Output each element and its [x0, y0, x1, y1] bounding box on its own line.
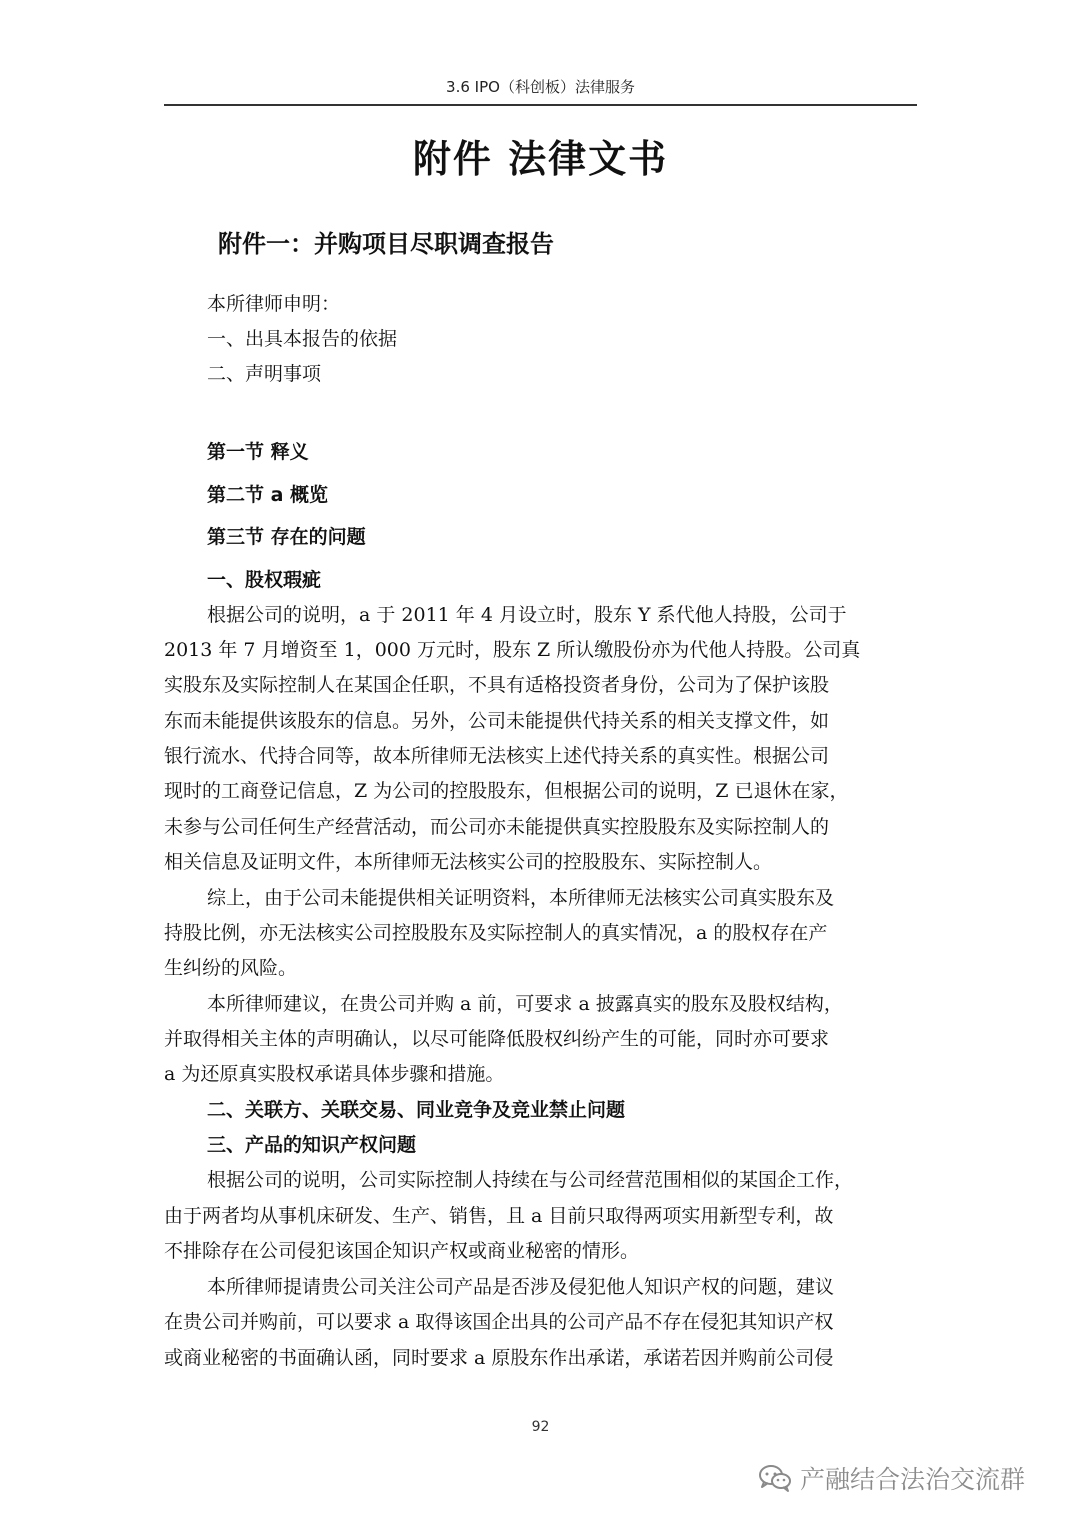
issue-heading: 二、关联方、关联交易、同业竞争及竞业禁止问题 [207, 1099, 626, 1121]
paragraph-line: 实股东及实际控制人在某国企任职，不具有适格投资者身份，公司为了保护该股 [164, 674, 830, 696]
running-header: 3.6 IPO（科创板）法律服务 [446, 78, 635, 96]
paragraph-line: 相关信息及证明文件，本所律师无法核实公司的控股股东、实际控制人。 [164, 851, 773, 873]
section-heading: 第二节 a 概览 [207, 484, 329, 506]
page-number: 92 [531, 1419, 550, 1435]
paragraph-line: 现时的工商登记信息，Z 为公司的控股股东，但根据公司的说明，Z 已退休在家， [164, 780, 849, 802]
paragraph-line: 东而未能提供该股东的信息。另外，公司未能提供代持关系的相关支撑文件，如 [164, 710, 830, 732]
wechat-icon [758, 1463, 792, 1493]
watermark [758, 1458, 1025, 1498]
paragraph-line: 由于两者均从事机床研发、生产、销售，且 a 目前只取得两项实用新型专利，故 [164, 1205, 834, 1227]
paragraph-line: 本所律师建议，在贵公司并购 a 前，可要求 a 披露真实的股东及股权结构， [207, 993, 843, 1015]
paragraph-line: 2013 年 7 月增资至 1，000 万元时，股东 Z 所认缴股份亦为代他人持股。公司真 [164, 639, 861, 661]
declaration-heading: 本所律师申明： [207, 293, 341, 315]
paragraph-line: 银行流水、代持合同等，故本所律师无法核实上述代持关系的真实性。根据公司 [164, 745, 830, 767]
document-subtitle: 附件一：并购项目尽职调查报告 [218, 230, 554, 258]
declaration-item: 二、声明事项 [207, 363, 322, 385]
paragraph-line: 或商业秘密的书面确认函，同时要求 a 原股东作出承诺，承诺若因并购前公司侵 [164, 1347, 834, 1369]
paragraph-line: 生纠纷的风险。 [164, 957, 298, 979]
paragraph-line: 根据公司的说明，公司实际控制人持续在与公司经营范围相似的某国企工作， [207, 1169, 854, 1191]
paragraph-line: 根据公司的说明，a 于 2011 年 4 月设立时，股东 Y 系代他人持股，公司于 [207, 604, 847, 626]
paragraph-line: 在贵公司并购前，可以要求 a 取得该国企出具的公司产品不存在侵犯其知识产权 [164, 1311, 834, 1333]
header-divider [164, 104, 917, 106]
declaration-item: 一、出具本报告的依据 [207, 328, 398, 350]
paragraph-line: a 为还原真实股权承诺具体步骤和措施。 [164, 1063, 505, 1085]
paragraph-line: 本所律师提请贵公司关注公司产品是否涉及侵犯他人知识产权的问题，建议 [207, 1276, 835, 1298]
section-heading: 第三节 存在的问题 [207, 526, 366, 548]
issue-heading: 三、产品的知识产权问题 [207, 1134, 417, 1156]
document-title: 附件 法律文书 [412, 137, 669, 181]
issue-heading: 一、股权瑕疵 [207, 569, 322, 591]
paragraph-line: 不排除存在公司侵犯该国企知识产权或商业秘密的情形。 [164, 1240, 640, 1262]
paragraph-line: 未参与公司任何生产经营活动，而公司亦未能提供真实控股股东及实际控制人的 [164, 816, 830, 838]
paragraph-line: 并取得相关主体的声明确认，以尽可能降低股权纠纷产生的可能，同时亦可要求 [164, 1028, 830, 1050]
paragraph-line: 综上，由于公司未能提供相关证明资料，本所律师无法核实公司真实股东及 [207, 887, 835, 909]
section-heading: 第一节 释义 [207, 441, 309, 463]
watermark-text: 产融结合法治交流群 [800, 1465, 1026, 1494]
paragraph-line: 持股比例，亦无法核实公司控股股东及实际控制人的真实情况，a 的股权存在产 [164, 922, 828, 944]
